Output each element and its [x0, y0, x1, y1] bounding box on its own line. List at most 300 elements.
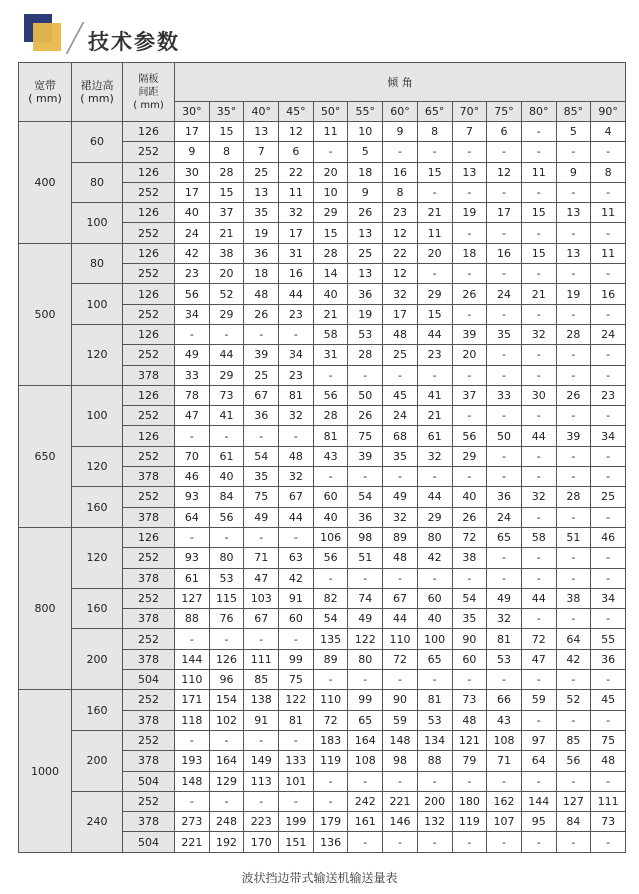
capacity-value-cell: 40: [452, 487, 487, 507]
capacity-value-cell: -: [556, 345, 591, 365]
capacity-value-cell: 51: [556, 527, 591, 547]
capacity-value-cell: -: [487, 548, 522, 568]
capacity-value-cell: 16: [279, 264, 314, 284]
capacity-value-cell: 72: [383, 649, 418, 669]
capacity-value-cell: -: [487, 223, 522, 243]
capacity-value-cell: -: [175, 629, 210, 649]
capacity-value-cell: 30: [521, 385, 556, 405]
capacity-value-cell: -: [452, 467, 487, 487]
capacity-value-cell: 6: [487, 122, 522, 142]
capacity-value-cell: 54: [452, 588, 487, 608]
capacity-value-cell: -: [244, 426, 279, 446]
capacity-value-cell: 60: [279, 609, 314, 629]
capacity-value-cell: 56: [313, 385, 348, 405]
capacity-value-cell: 22: [279, 162, 314, 182]
capacity-value-cell: 199: [279, 812, 314, 832]
capacity-value-cell: 15: [313, 223, 348, 243]
capacity-value-cell: 29: [452, 446, 487, 466]
capacity-value-cell: -: [487, 365, 522, 385]
capacity-value-cell: 24: [591, 324, 626, 344]
capacity-value-cell: -: [452, 264, 487, 284]
capacity-value-cell: 6: [279, 142, 314, 162]
cleat-spacing-cell: 378: [123, 710, 175, 730]
capacity-value-cell: 113: [244, 771, 279, 791]
capacity-table: [18, 62, 626, 853]
capacity-value-cell: 64: [556, 629, 591, 649]
skirt-height-cell: 120: [72, 446, 123, 487]
capacity-value-cell: -: [521, 507, 556, 527]
capacity-value-cell: 46: [175, 467, 210, 487]
capacity-value-cell: -: [209, 730, 244, 750]
capacity-value-cell: 21: [417, 203, 452, 223]
capacity-value-cell: 48: [279, 446, 314, 466]
capacity-value-cell: -: [175, 791, 210, 811]
capacity-value-cell: 17: [175, 122, 210, 142]
capacity-value-cell: 127: [175, 588, 210, 608]
capacity-value-cell: 200: [417, 791, 452, 811]
capacity-value-cell: 12: [487, 162, 522, 182]
capacity-value-cell: 34: [279, 345, 314, 365]
capacity-value-cell: -: [383, 832, 418, 852]
capacity-value-cell: 85: [244, 670, 279, 690]
capacity-value-cell: 13: [348, 264, 383, 284]
capacity-value-cell: -: [556, 304, 591, 324]
capacity-value-cell: 58: [313, 324, 348, 344]
capacity-value-cell: 107: [487, 812, 522, 832]
capacity-value-cell: -: [556, 670, 591, 690]
capacity-value-cell: 63: [279, 548, 314, 568]
capacity-value-cell: 34: [175, 304, 210, 324]
capacity-value-cell: 119: [313, 751, 348, 771]
capacity-value-cell: 29: [209, 304, 244, 324]
capacity-value-cell: 21: [521, 284, 556, 304]
capacity-value-cell: -: [348, 568, 383, 588]
capacity-value-cell: -: [591, 264, 626, 284]
cleat-spacing-cell: 378: [123, 467, 175, 487]
capacity-value-cell: 13: [556, 203, 591, 223]
capacity-value-cell: -: [417, 264, 452, 284]
angle-header: 85°: [556, 102, 591, 122]
capacity-value-cell: 24: [487, 284, 522, 304]
capacity-value-cell: -: [209, 426, 244, 446]
capacity-value-cell: -: [591, 182, 626, 202]
cleat-spacing-cell: 126: [123, 324, 175, 344]
capacity-value-cell: 53: [487, 649, 522, 669]
capacity-value-cell: 60: [417, 588, 452, 608]
capacity-value-cell: 61: [175, 568, 210, 588]
angle-header: 35°: [209, 102, 244, 122]
capacity-value-cell: 23: [279, 304, 314, 324]
capacity-value-cell: 25: [591, 487, 626, 507]
capacity-value-cell: 162: [487, 791, 522, 811]
capacity-value-cell: -: [591, 771, 626, 791]
capacity-value-cell: 53: [348, 324, 383, 344]
cleat-spacing-cell: 378: [123, 507, 175, 527]
capacity-value-cell: 36: [348, 284, 383, 304]
table-caption: 波状挡边带式输送机输送量表: [241, 871, 398, 885]
capacity-value-cell: 81: [279, 710, 314, 730]
capacity-value-cell: 59: [521, 690, 556, 710]
capacity-value-cell: 148: [175, 771, 210, 791]
capacity-value-cell: -: [487, 670, 522, 690]
capacity-value-cell: 151: [279, 832, 314, 852]
cleat-spacing-cell: 378: [123, 649, 175, 669]
capacity-value-cell: 12: [383, 223, 418, 243]
capacity-value-cell: -: [313, 365, 348, 385]
table-row: [19, 162, 626, 182]
capacity-value-cell: -: [556, 365, 591, 385]
capacity-value-cell: 20: [452, 345, 487, 365]
capacity-value-cell: -: [556, 710, 591, 730]
cleat-spacing-cell: 504: [123, 771, 175, 791]
capacity-value-cell: -: [452, 568, 487, 588]
capacity-value-cell: 15: [417, 304, 452, 324]
capacity-value-cell: 15: [209, 182, 244, 202]
capacity-value-cell: 32: [521, 487, 556, 507]
table-row: [19, 446, 626, 466]
belt-width-cell: 400: [19, 122, 72, 244]
capacity-value-cell: -: [521, 771, 556, 791]
cleat-spacing-cell: 378: [123, 751, 175, 771]
capacity-value-cell: 88: [175, 609, 210, 629]
capacity-value-cell: 103: [244, 588, 279, 608]
capacity-value-cell: 81: [487, 629, 522, 649]
header-skirt-height: 裙边高 ( mm): [72, 63, 123, 122]
capacity-value-cell: 47: [175, 406, 210, 426]
capacity-value-cell: 90: [383, 690, 418, 710]
capacity-value-cell: 25: [244, 162, 279, 182]
capacity-value-cell: 242: [348, 791, 383, 811]
capacity-value-cell: 119: [452, 812, 487, 832]
capacity-value-cell: 31: [279, 243, 314, 263]
belt-width-cell: 800: [19, 527, 72, 689]
capacity-value-cell: 84: [209, 487, 244, 507]
capacity-value-cell: -: [487, 832, 522, 852]
capacity-value-cell: -: [209, 324, 244, 344]
capacity-value-cell: 58: [521, 527, 556, 547]
capacity-value-cell: 61: [417, 426, 452, 446]
cleat-spacing-cell: 252: [123, 304, 175, 324]
capacity-value-cell: 17: [279, 223, 314, 243]
capacity-value-cell: 49: [383, 487, 418, 507]
cleat-spacing-cell: 378: [123, 609, 175, 629]
capacity-value-cell: 48: [383, 324, 418, 344]
capacity-value-cell: 49: [244, 507, 279, 527]
capacity-value-cell: 33: [175, 365, 210, 385]
capacity-value-cell: 51: [348, 548, 383, 568]
capacity-value-cell: 21: [209, 223, 244, 243]
capacity-value-cell: 136: [313, 832, 348, 852]
capacity-value-cell: 68: [383, 426, 418, 446]
capacity-value-cell: 56: [175, 284, 210, 304]
angle-header: 70°: [452, 102, 487, 122]
capacity-value-cell: -: [348, 832, 383, 852]
capacity-value-cell: 170: [244, 832, 279, 852]
capacity-value-cell: 53: [417, 710, 452, 730]
capacity-value-cell: 91: [244, 710, 279, 730]
capacity-value-cell: 29: [313, 203, 348, 223]
cleat-spacing-cell: 126: [123, 385, 175, 405]
capacity-value-cell: -: [348, 365, 383, 385]
capacity-value-cell: -: [556, 507, 591, 527]
capacity-value-cell: 72: [452, 527, 487, 547]
header-incline-angle: 倾 角: [175, 63, 626, 102]
brand-logo: [24, 14, 64, 54]
page-title: 技术参数: [88, 30, 180, 54]
capacity-value-cell: 98: [383, 751, 418, 771]
capacity-value-cell: 85: [556, 730, 591, 750]
capacity-value-cell: 29: [209, 365, 244, 385]
cleat-spacing-cell: 252: [123, 406, 175, 426]
capacity-value-cell: 154: [209, 690, 244, 710]
capacity-value-cell: 96: [209, 670, 244, 690]
capacity-value-cell: 44: [521, 588, 556, 608]
capacity-value-cell: 36: [487, 487, 522, 507]
table-row: [19, 527, 626, 547]
capacity-value-cell: -: [521, 304, 556, 324]
cleat-spacing-cell: 252: [123, 791, 175, 811]
capacity-value-cell: 18: [348, 162, 383, 182]
capacity-value-cell: 14: [313, 264, 348, 284]
capacity-value-cell: 221: [175, 832, 210, 852]
capacity-value-cell: 98: [348, 527, 383, 547]
capacity-value-cell: -: [452, 832, 487, 852]
capacity-value-cell: 71: [244, 548, 279, 568]
capacity-value-cell: -: [452, 365, 487, 385]
capacity-value-cell: -: [591, 406, 626, 426]
capacity-value-cell: 67: [383, 588, 418, 608]
capacity-value-cell: 44: [209, 345, 244, 365]
capacity-value-cell: -: [591, 142, 626, 162]
capacity-value-cell: -: [591, 365, 626, 385]
capacity-value-cell: 28: [556, 487, 591, 507]
capacity-value-cell: 16: [487, 243, 522, 263]
capacity-value-cell: 20: [209, 264, 244, 284]
capacity-value-cell: -: [348, 467, 383, 487]
capacity-value-cell: 90: [452, 629, 487, 649]
capacity-value-cell: 149: [244, 751, 279, 771]
capacity-value-cell: 65: [487, 527, 522, 547]
capacity-value-cell: -: [383, 365, 418, 385]
capacity-value-cell: 8: [209, 142, 244, 162]
capacity-value-cell: 35: [244, 203, 279, 223]
capacity-value-cell: 111: [591, 791, 626, 811]
capacity-value-cell: -: [521, 122, 556, 142]
capacity-value-cell: 18: [452, 243, 487, 263]
capacity-value-cell: 30: [175, 162, 210, 182]
capacity-value-cell: 248: [209, 812, 244, 832]
capacity-value-cell: -: [487, 446, 522, 466]
capacity-value-cell: 13: [244, 122, 279, 142]
capacity-value-cell: 55: [591, 629, 626, 649]
capacity-value-cell: 67: [244, 385, 279, 405]
capacity-value-cell: 26: [348, 406, 383, 426]
capacity-value-cell: 76: [209, 609, 244, 629]
capacity-value-cell: -: [521, 365, 556, 385]
capacity-value-cell: 37: [209, 203, 244, 223]
capacity-value-cell: -: [487, 406, 522, 426]
capacity-value-cell: -: [591, 548, 626, 568]
capacity-value-cell: 53: [209, 568, 244, 588]
capacity-value-cell: 89: [313, 649, 348, 669]
capacity-value-cell: 32: [417, 446, 452, 466]
capacity-value-cell: 32: [383, 507, 418, 527]
capacity-value-cell: -: [556, 446, 591, 466]
capacity-value-cell: 67: [279, 487, 314, 507]
capacity-value-cell: 36: [244, 243, 279, 263]
capacity-value-cell: -: [521, 264, 556, 284]
capacity-value-cell: 23: [591, 385, 626, 405]
table-row: [19, 203, 626, 223]
capacity-value-cell: 192: [209, 832, 244, 852]
angle-header: 50°: [313, 102, 348, 122]
capacity-value-cell: 54: [313, 609, 348, 629]
capacity-value-cell: 102: [209, 710, 244, 730]
capacity-value-cell: 193: [175, 751, 210, 771]
capacity-value-cell: 32: [279, 406, 314, 426]
capacity-value-cell: 36: [244, 406, 279, 426]
cleat-spacing-cell: 252: [123, 142, 175, 162]
cleat-spacing-cell: 252: [123, 223, 175, 243]
capacity-value-cell: 15: [209, 122, 244, 142]
skirt-height-cell: 200: [72, 629, 123, 690]
capacity-value-cell: -: [591, 710, 626, 730]
capacity-value-cell: 221: [383, 791, 418, 811]
capacity-value-cell: 5: [348, 142, 383, 162]
skirt-height-cell: 240: [72, 791, 123, 852]
capacity-value-cell: 34: [591, 588, 626, 608]
capacity-value-cell: 75: [244, 487, 279, 507]
table-row: [19, 385, 626, 405]
capacity-value-cell: 9: [175, 142, 210, 162]
capacity-value-cell: 21: [417, 406, 452, 426]
capacity-value-cell: 32: [279, 203, 314, 223]
capacity-value-cell: 164: [209, 751, 244, 771]
capacity-value-cell: -: [244, 324, 279, 344]
capacity-value-cell: 45: [383, 385, 418, 405]
capacity-value-cell: -: [313, 568, 348, 588]
capacity-value-cell: -: [279, 791, 314, 811]
capacity-value-cell: -: [452, 406, 487, 426]
capacity-value-cell: 48: [244, 284, 279, 304]
capacity-value-cell: 22: [383, 243, 418, 263]
skirt-height-cell: 200: [72, 730, 123, 791]
skirt-height-cell: 120: [72, 527, 123, 588]
cleat-spacing-cell: 252: [123, 629, 175, 649]
capacity-value-cell: 21: [313, 304, 348, 324]
skirt-height-cell: 100: [72, 203, 123, 244]
capacity-value-cell: 101: [279, 771, 314, 791]
capacity-value-cell: 161: [348, 812, 383, 832]
capacity-value-cell: 144: [175, 649, 210, 669]
capacity-value-cell: 9: [383, 122, 418, 142]
header-cleat-spacing: 隔板 间距 ( mm): [123, 63, 175, 122]
capacity-value-cell: 5: [556, 122, 591, 142]
capacity-value-cell: 59: [383, 710, 418, 730]
capacity-value-cell: 73: [209, 385, 244, 405]
capacity-value-cell: -: [487, 345, 522, 365]
skirt-height-cell: 160: [72, 690, 123, 731]
capacity-value-cell: 122: [348, 629, 383, 649]
capacity-value-cell: -: [591, 507, 626, 527]
capacity-value-cell: 75: [348, 426, 383, 446]
capacity-value-cell: 100: [417, 629, 452, 649]
capacity-value-cell: 26: [348, 203, 383, 223]
cleat-spacing-cell: 126: [123, 122, 175, 142]
capacity-value-cell: 50: [348, 385, 383, 405]
capacity-value-cell: -: [348, 771, 383, 791]
capacity-value-cell: 146: [383, 812, 418, 832]
cleat-spacing-cell: 252: [123, 446, 175, 466]
capacity-value-cell: -: [313, 791, 348, 811]
capacity-value-cell: -: [487, 304, 522, 324]
cleat-spacing-cell: 252: [123, 487, 175, 507]
capacity-value-cell: -: [521, 609, 556, 629]
capacity-value-cell: 20: [313, 162, 348, 182]
angle-header: 60°: [383, 102, 418, 122]
capacity-value-cell: 35: [244, 467, 279, 487]
capacity-value-cell: -: [417, 771, 452, 791]
angle-header: 55°: [348, 102, 383, 122]
capacity-value-cell: -: [521, 670, 556, 690]
capacity-value-cell: 84: [556, 812, 591, 832]
capacity-value-cell: 28: [556, 324, 591, 344]
capacity-value-cell: 23: [417, 345, 452, 365]
angle-header: 80°: [521, 102, 556, 122]
capacity-value-cell: 44: [417, 487, 452, 507]
capacity-value-cell: 17: [487, 203, 522, 223]
capacity-value-cell: 40: [313, 284, 348, 304]
capacity-value-cell: -: [383, 670, 418, 690]
cleat-spacing-cell: 252: [123, 548, 175, 568]
capacity-value-cell: 15: [521, 243, 556, 263]
capacity-value-cell: -: [175, 730, 210, 750]
capacity-value-cell: 13: [452, 162, 487, 182]
angle-header: 45°: [279, 102, 314, 122]
capacity-value-cell: -: [348, 670, 383, 690]
capacity-value-cell: 9: [348, 182, 383, 202]
capacity-value-cell: -: [521, 223, 556, 243]
capacity-value-cell: -: [417, 182, 452, 202]
capacity-value-cell: -: [417, 467, 452, 487]
capacity-value-cell: 65: [417, 649, 452, 669]
capacity-value-cell: -: [487, 264, 522, 284]
capacity-value-cell: 15: [417, 162, 452, 182]
capacity-value-cell: 81: [417, 690, 452, 710]
cleat-spacing-cell: 378: [123, 812, 175, 832]
capacity-value-cell: -: [452, 304, 487, 324]
capacity-value-cell: 80: [417, 527, 452, 547]
capacity-value-cell: -: [313, 771, 348, 791]
cleat-spacing-cell: 252: [123, 690, 175, 710]
capacity-value-cell: -: [209, 527, 244, 547]
capacity-value-cell: 39: [244, 345, 279, 365]
capacity-value-cell: 72: [313, 710, 348, 730]
capacity-value-cell: 49: [175, 345, 210, 365]
capacity-value-cell: -: [452, 223, 487, 243]
capacity-value-cell: 49: [348, 609, 383, 629]
capacity-value-cell: 35: [487, 324, 522, 344]
capacity-value-cell: 26: [452, 507, 487, 527]
table-row: [19, 243, 626, 263]
capacity-value-cell: 54: [244, 446, 279, 466]
capacity-value-cell: 78: [175, 385, 210, 405]
capacity-value-cell: 95: [521, 812, 556, 832]
capacity-value-cell: 171: [175, 690, 210, 710]
capacity-value-cell: -: [244, 527, 279, 547]
capacity-value-cell: -: [521, 467, 556, 487]
capacity-value-cell: 25: [383, 345, 418, 365]
